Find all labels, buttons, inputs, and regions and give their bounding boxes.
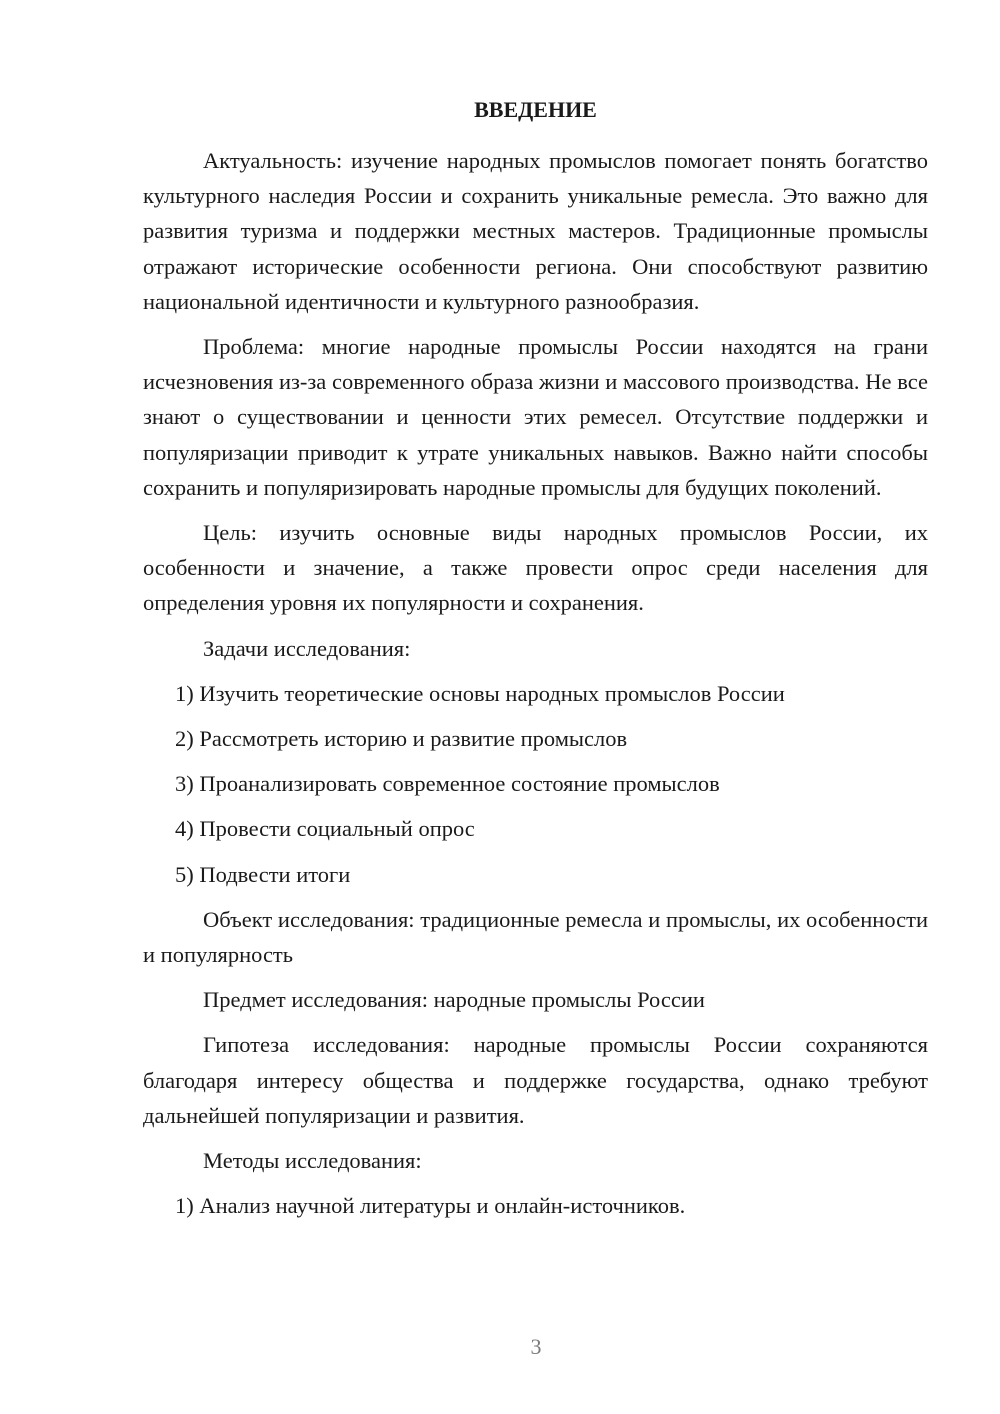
- page-number: 3: [530, 1334, 542, 1359]
- problem-paragraph: Проблема: многие народные промыслы России находятся на грани исчезновения из-за современного образа жизни и массового производства. Не все знают о существовании и ценности этих ремесел. Отсутствие поддержки и популяризации приводит к утрате уникальных навыков. Важно найти способы сохранить и популяризировать народные промыслы для будущих поколений.: [143, 334, 928, 500]
- task-item: 4) Провести социальный опрос: [175, 816, 475, 842]
- tasks-list: [143, 676, 928, 892]
- goal-paragraph: Цель: изучить основные виды народных промыслов России, их особенности и значение, а также провести опрос среди населения для определения уровня их популярности и сохранения.: [143, 520, 928, 616]
- page-content: [143, 92, 928, 1223]
- section-title: ВВЕДЕНИЕ: [474, 97, 597, 122]
- hypothesis-paragraph: Гипотеза исследования: народные промыслы России сохраняются благодаря интересу общества и поддержке государства, однако требуют дальнейшей популяризации и развития.: [143, 1032, 928, 1128]
- object-paragraph: Объект исследования: традиционные ремесла и промыслы, их особенности и популярность: [143, 906, 928, 968]
- methods-list: [143, 1188, 928, 1223]
- methods-heading: Методы исследования:: [203, 1148, 422, 1174]
- method-item: 1) Анализ научной литературы и онлайн-источников.: [175, 1193, 686, 1219]
- subject-paragraph: Предмет исследования: народные промыслы России: [203, 987, 705, 1013]
- relevance-paragraph: Актуальность: изучение народных промыслов помогает понять богатство культурного наследия России и сохранить уникальные ремесла. Это важно для развития туризма и поддержки местных мастеров. Традиционные промыслы отражают исторические особенности региона. Они способствуют развитию национальной идентичности и культурного разнообразия.: [143, 148, 928, 314]
- task-item: 5) Подвести итоги: [175, 861, 351, 887]
- task-item: 2) Рассмотреть историю и развитие промыслов: [175, 726, 628, 752]
- tasks-heading: Задачи исследования:: [203, 635, 411, 661]
- task-item: 3) Проанализировать современное состояние промыслов: [175, 771, 720, 797]
- task-item: 1) Изучить теоретические основы народных промыслов России: [175, 680, 785, 706]
